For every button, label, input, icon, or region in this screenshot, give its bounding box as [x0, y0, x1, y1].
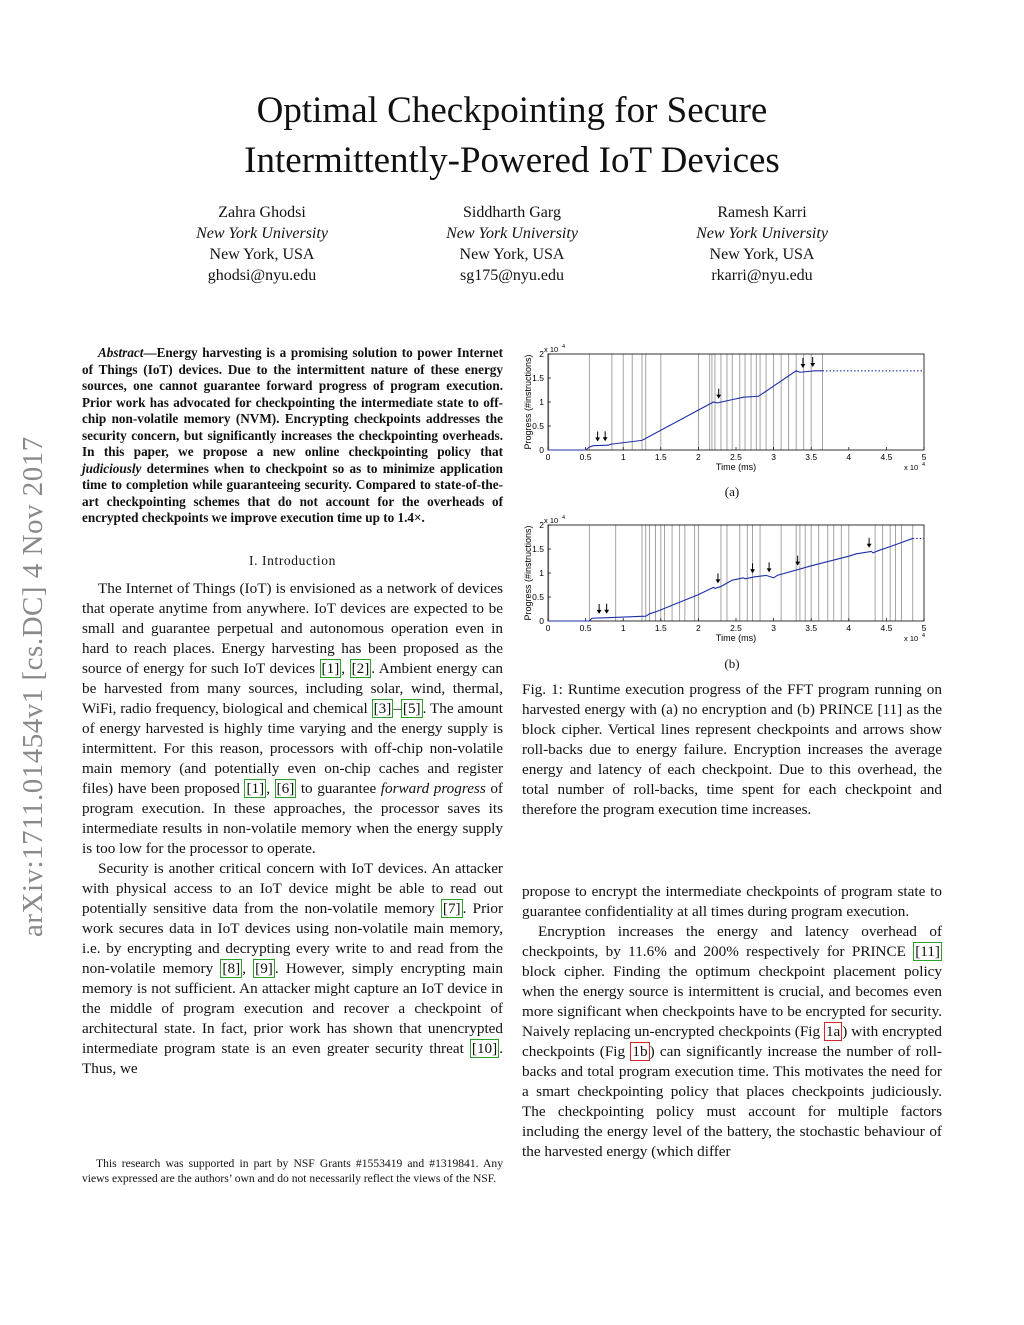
- text: . Prior work secures data in IoT devices using non-volatile main memory, i.e. by encrypting and decrypting every write to and read from the non-volatile memory: [82, 899, 503, 977]
- x-multiplier-exponent: 4: [922, 462, 926, 468]
- x-tick-label: 4.5: [880, 452, 893, 462]
- y-multiplier-exponent: 4: [562, 515, 566, 521]
- x-tick-label: 4: [846, 452, 852, 462]
- citation-link[interactable]: [3]: [373, 699, 392, 717]
- x-tick-label: 3.5: [805, 623, 818, 633]
- x-axis-label: Time (ms): [715, 633, 757, 643]
- x-tick-label: 0: [545, 452, 551, 462]
- text: ,: [242, 959, 254, 977]
- citation-link[interactable]: [11]: [915, 943, 940, 960]
- y-tick-label: 1: [539, 397, 544, 407]
- x-multiplier: x 10: [904, 463, 919, 472]
- text: block cipher. Finding the optimum checkpoint placement policy when the energy source is intermittent is crucial, and becomes even more significant when checkpoints have to be encrypted for security. Naively replacing un-encrypted checkpoints (Fig: [522, 963, 942, 1040]
- y-tick-label: 0.5: [532, 592, 544, 602]
- y-tick-label: 0.5: [532, 421, 544, 431]
- x-tick-label: 0.5: [579, 623, 592, 633]
- x-multiplier-exponent: 4: [922, 633, 926, 639]
- abstract-text: —Energy harvesting is a promising solution to power Internet of Things (IoT) devices. Due to the intermittent nature of these energy sources, one cannot guarantee forward progress of program execution. Prior work has advocated for checkpointing the intermediate state to off-chip non-volatile memory (NVM). Encrypting checkpoints addresses the security concern, but significantly increases the checkpointing overheads. In this paper, we propose a new online checkpointing policy that: [82, 345, 503, 459]
- text: The Internet of Things (IoT) is envisioned as a network of devices that operate anytime from anywhere. IoT devices are expected to be small and guarantee perpetual and autonomous operation even in hard to reach places. Energy harvesting has been proposed as the source of energy for such IoT devices: [82, 579, 503, 677]
- author-block: [382, 202, 642, 286]
- progress-chart-b: [522, 513, 942, 651]
- arxiv-identifier: arXiv:1711.01454v1 [cs.DC] 4 Nov 2017: [17, 436, 49, 937]
- text: . Thus, we: [82, 1039, 503, 1077]
- citation-link[interactable]: [5]: [402, 699, 421, 717]
- y-tick-label: 1.5: [532, 544, 544, 554]
- x-tick-label: 5: [921, 623, 927, 633]
- intro-paragraph-2: [82, 859, 503, 1079]
- y-tick-label: 0: [539, 445, 544, 455]
- author-block: [632, 202, 892, 286]
- y-axis-label: Progress (#instructions): [523, 525, 533, 621]
- x-tick-label: 3.5: [805, 452, 818, 462]
- text: . The amount of energy harvested is highly time varying and the energy supply is intermittent. For this reason, processors with off-chip non-volatile main memory (and potentially even on-chip caches and register files) have been proposed: [82, 699, 503, 797]
- y-multiplier-exponent: 4: [562, 344, 566, 350]
- y-multiplier: x 10: [544, 345, 559, 354]
- author-name: Siddharth Garg: [463, 204, 561, 221]
- rollback-arrow-head: [603, 437, 608, 441]
- y-tick-label: 1: [539, 568, 544, 578]
- x-multiplier: x 10: [904, 634, 919, 643]
- figure-link[interactable]: 1a: [825, 1023, 841, 1040]
- abstract-lead: Abstract: [98, 345, 144, 360]
- figure-link[interactable]: 1b: [632, 1043, 648, 1060]
- text: ) with encrypted checkpoints (Fig: [522, 1023, 942, 1060]
- rollback-arrow-head: [716, 395, 721, 399]
- author-name: Zahra Ghodsi: [218, 204, 306, 221]
- text: Encryption increases the energy and latency overhead of checkpoints, by 11.6% and 200% respectively for PRINCE: [522, 923, 942, 960]
- progress-chart-a: [522, 342, 942, 480]
- author-email: sg175@nyu.edu: [459, 267, 565, 284]
- title-line-1: Optimal Checkpointing for Secure: [256, 90, 768, 131]
- citation-link[interactable]: [10]: [471, 1039, 498, 1057]
- left-column: [82, 345, 503, 1079]
- footnote: [82, 1156, 503, 1186]
- plot-frame: [548, 525, 924, 621]
- abstract-emphasis: judiciously: [82, 460, 142, 476]
- x-tick-label: 2: [696, 452, 701, 462]
- x-tick-label: 1: [620, 452, 626, 462]
- subfigure-label-b: (b): [724, 656, 740, 671]
- text: . However, simply encrypting main memory is not sufficient. An attacker might capture an IoT device in the middle of program execution and recover a checkpoint of architectural state. In fact, prior work has shown that unencrypted intermediate program state is an even greater security threat: [82, 959, 504, 1057]
- x-tick-label: 0: [545, 623, 551, 633]
- text: ,: [341, 659, 350, 677]
- citation-link[interactable]: [1]: [246, 779, 265, 797]
- citation-link[interactable]: [6]: [276, 779, 295, 797]
- author-location: New York, USA: [209, 246, 315, 263]
- figure-caption: Fig. 1: Runtime execution progress of the FFT program running on harvested energy with (a) no encryption and (b) PRINCE [11] as the block cipher. Vertical lines represent checkpoints and arrows show roll-backs due to energy failure. Encryption increases the average energy and latency of each checkpoint. Due to this overhead, the total number of roll-backs, time spent for each checkpoint and therefore the program execution time increases.: [522, 681, 942, 818]
- author-name: Ramesh Karri: [717, 204, 807, 221]
- right-paragraph-2: [522, 922, 942, 1162]
- text: Security is another critical concern with IoT devices. An attacker with physical access to an IoT device might be able to read out potentially sensitive data from the non-volatile memory: [82, 859, 503, 917]
- rollback-arrow-head: [604, 610, 609, 614]
- intro-paragraph-1: [82, 579, 503, 859]
- title-line-2: Intermittently-Powered IoT Devices: [244, 140, 780, 181]
- author-location: New York, USA: [459, 246, 565, 263]
- author-affiliation: New York University: [446, 225, 578, 242]
- section-heading: I. Introduction: [249, 552, 336, 568]
- rollback-arrow-head: [595, 438, 600, 442]
- rollback-arrow-head: [597, 610, 602, 614]
- y-tick-label: 1.5: [532, 373, 544, 383]
- rollback-arrow-head: [767, 568, 772, 572]
- y-axis-label: Progress (#instructions): [523, 354, 533, 450]
- plot-frame: [548, 354, 924, 450]
- y-tick-label: 2: [539, 349, 544, 359]
- x-tick-label: 4: [846, 623, 852, 633]
- x-tick-label: 1.5: [654, 623, 667, 633]
- progress-series-line: [548, 538, 913, 621]
- citation-link[interactable]: [7]: [442, 899, 461, 917]
- x-tick-label: 2.5: [730, 623, 742, 633]
- author-affiliation: New York University: [196, 225, 328, 242]
- rollback-arrow-head: [750, 569, 755, 573]
- citation-link[interactable]: [2]: [351, 659, 370, 677]
- abstract-text: determines when to checkpoint so as to minimize application time to completion while guaranteeing security. Compared to state-of-the-art checkpointing schemes that do not account for the overheads of encrypted checkpoints we improve execution time up to 1.4×.: [82, 460, 503, 525]
- emphasis: forward progress: [380, 779, 486, 797]
- text: –: [393, 699, 401, 717]
- x-tick-label: 1: [620, 623, 626, 633]
- author-email: ghodsi@nyu.edu: [207, 267, 317, 284]
- y-tick-label: 0: [539, 616, 544, 626]
- footnote-text: This research was supported in part by NSF Grants #1553419 and #1319841. Any views expressed are the authors’ own and do not necessarily reflect the views of the NSF.: [82, 1157, 503, 1185]
- abstract: [82, 345, 503, 527]
- text: ,: [266, 779, 275, 797]
- rollback-arrow-head: [867, 544, 872, 548]
- rollback-arrow-head: [716, 579, 721, 583]
- text: . Ambient energy can be harvested from many sources, including solar, wind, thermal, WiFi, radio frequency, biological and chemical: [82, 659, 503, 717]
- citation-link[interactable]: [9]: [255, 959, 273, 977]
- y-multiplier: x 10: [544, 516, 559, 525]
- rollback-arrow-head: [801, 364, 806, 368]
- author-affiliation: New York University: [696, 225, 828, 242]
- author-email: rkarri@nyu.edu: [711, 267, 813, 284]
- x-tick-label: 3: [771, 623, 776, 633]
- x-axis-label: Time (ms): [715, 462, 757, 472]
- subfigure-label-a: (a): [724, 484, 740, 499]
- text: ) can significantly increase the number of roll-backs and total program execution time. This motivates the need for a smart checkpointing policy that places checkpoints judiciously. The checkpointing policy must account for multiple factors including the energy level of the battery, the stochastic behaviour of the harvested energy (which differ: [522, 1043, 942, 1160]
- x-tick-label: 2: [696, 623, 701, 633]
- text: of program execution. In these approaches, the processor saves its intermediate results in non-volatile memory when the energy supply is too low for the processor to operate.: [82, 779, 503, 857]
- author-block: [132, 202, 392, 286]
- citation-link[interactable]: [1]: [321, 659, 340, 677]
- x-tick-label: 2.5: [730, 452, 742, 462]
- x-tick-label: 5: [921, 452, 927, 462]
- citation-link[interactable]: [8]: [222, 959, 241, 977]
- y-tick-label: 2: [539, 520, 544, 530]
- x-tick-label: 1.5: [654, 452, 667, 462]
- x-tick-label: 3: [771, 452, 776, 462]
- x-tick-label: 4.5: [880, 623, 893, 633]
- right-paragraph-1: propose to encrypt the intermediate checkpoints of program state to guarantee confidentiality at all times during program execution.: [522, 883, 942, 920]
- text: to guarantee: [296, 779, 381, 797]
- author-location: New York, USA: [709, 246, 815, 263]
- x-tick-label: 0.5: [579, 452, 592, 462]
- paper-title: [0, 86, 1024, 186]
- right-column: [522, 882, 942, 1162]
